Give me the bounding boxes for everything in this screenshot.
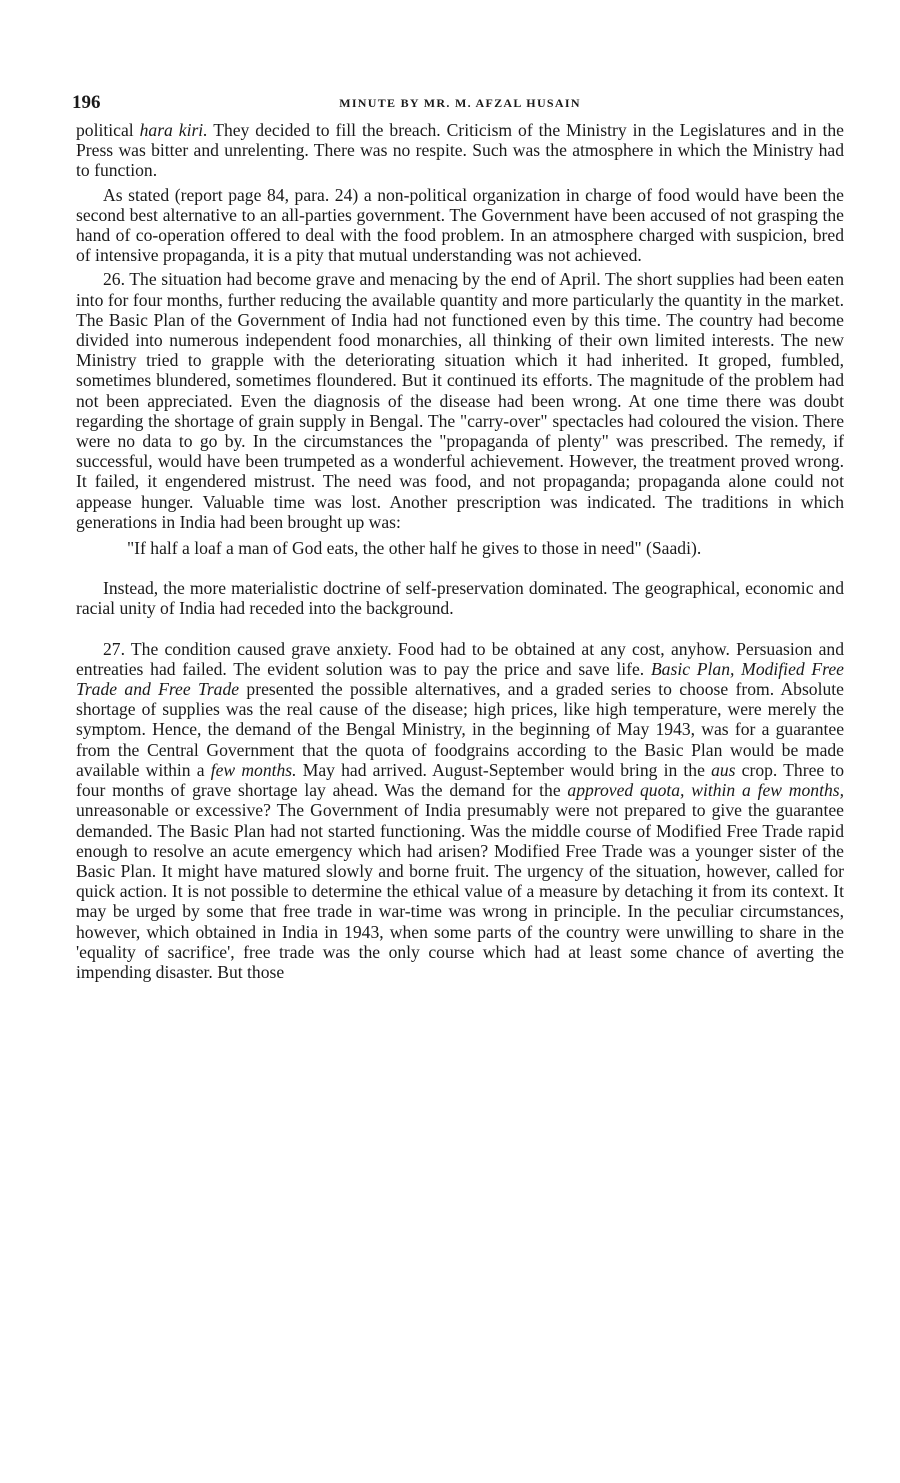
- body-text: [76, 120, 844, 982]
- page-number: 196: [72, 92, 101, 113]
- paragraph-27-italic-aus: aus: [711, 759, 736, 780]
- paragraph-27-italic-approved-quota: approved quota, within a few months,: [567, 780, 845, 801]
- paragraph-27-italic-alternatives: Basic Plan, Modified Free Trade and Free Trade: [76, 658, 844, 700]
- paragraph-27-text-g: crop. Three to four months of grave shortage lay ahead. Was the demand for the: [76, 759, 845, 801]
- paragraph-27-italic-few-months: few months.: [210, 759, 297, 780]
- paragraph-1-text-c: They decided to fill the breach. Criticism of the Ministry in the Legislatures and in the Press was bitter and unrelenting. There was no respite. Such was the atmosphere in which the Ministry had to function.: [76, 120, 844, 181]
- paragraph-27-text-c: presented the possible alternatives, and a graded series to choose from. Absolute shortage of supplies was the real cause of the disease; high prices, like high temperature, were merely the symptom. Hence, the demand of the Bengal Ministry, in the beginning of May 1943, was for a guarantee from the Central Government that the quota of foodgrains according to the Basic Plan would be made available within a: [76, 679, 844, 780]
- paragraph-27-text-i: unreasonable or excessive? The Government of India presumably were not prepared to give the guarantee demanded. The Basic Plan had not started functioning. Was the middle course of Modified Free Trade rapid enough to resolve an acute emergency which had arisen? Modified Free Trade was a younger sister of the Basic Plan. It might have matured slowly and borne fruit. The urgency of the situation, however, called for quick action. It is not possible to determine the ethical value of a measure by detaching it from its context. It may be urged by some that free trade in war-time was wrong in principle. In the peculiar circumstances, however, which obtained in India in 1943, when some parts of the country were unwilling to share in the 'equality of sacrifice', free trade was the only course which had at least some chance of averting the impending disaster. But those: [76, 800, 844, 982]
- paragraph-27-text-a: 27. The condition caused grave anxiety. Food had to be obtained at any cost, anyhow. Persuasion and entreaties had failed. The evident solution was to pay the price and save life.: [76, 638, 844, 679]
- paragraph-1: [76, 120, 844, 181]
- paragraph-27: [76, 639, 844, 982]
- document-page: [72, 92, 845, 982]
- paragraph-27-text-e: May had arrived. August-September would bring in the: [296, 759, 712, 780]
- running-head: MINUTE BY MR. M. AFZAL HUSAIN: [339, 96, 581, 110]
- paragraph-4: Instead, the more materialistic doctrine of self-preservation dominated. The geographical, economic and racial unity of India had receded into the background.: [76, 578, 844, 619]
- saadi-quotation: "If half a loaf a man of God eats, the other half he gives to those in need" (Saadi).: [127, 538, 702, 559]
- paragraph-1-italic-phrase: hara kiri.: [139, 120, 208, 140]
- paragraph-26: 26. The situation had become grave and menacing by the end of April. The short supplies had been eaten into for four months, further reducing the available quantity and more particularly the quantity in the market. The Basic Plan of the Government of India had not functioned even by this time. The country had become divided into numerous independent food monarchies, all thinking of their own limited interests. The new Ministry tried to grapple with the deteriorating situation which it had inherited. It groped, fumbled, sometimes blundered, sometimes floundered. But it continued its efforts. The magnitude of the problem had not been appreciated. Even the diagnosis of the disease had been wrong. At one time there was doubt regarding the shortage of grain supply in Bengal. The "carry-over" spectacles had coloured the vision. There were no data to go by. In the circumstances the "propaganda of plenty" was prescribed. The remedy, if successful, would have been trumpeted as a wonderful achievement. However, the treatment proved wrong. It failed, it engendered mistrust. The need was food, and not propaganda; propaganda alone could not appease hunger. Valuable time was lost. Another prescription was indicated. The traditions in which generations in India had been brought up was:: [76, 269, 844, 532]
- paragraph-2: As stated (report page 84, para. 24) a non-political organization in charge of food would have been the second best alternative to an all-parties government. The Government have been accused of not grasping the hand of co-operation offered to deal with the food problem. In an atmosphere charged with suspicion, bred of intensive propaganda, it is a pity that mutual understanding was not achieved.: [76, 184, 844, 266]
- page-header: [72, 92, 844, 120]
- paragraph-1-text-a: political: [76, 120, 140, 140]
